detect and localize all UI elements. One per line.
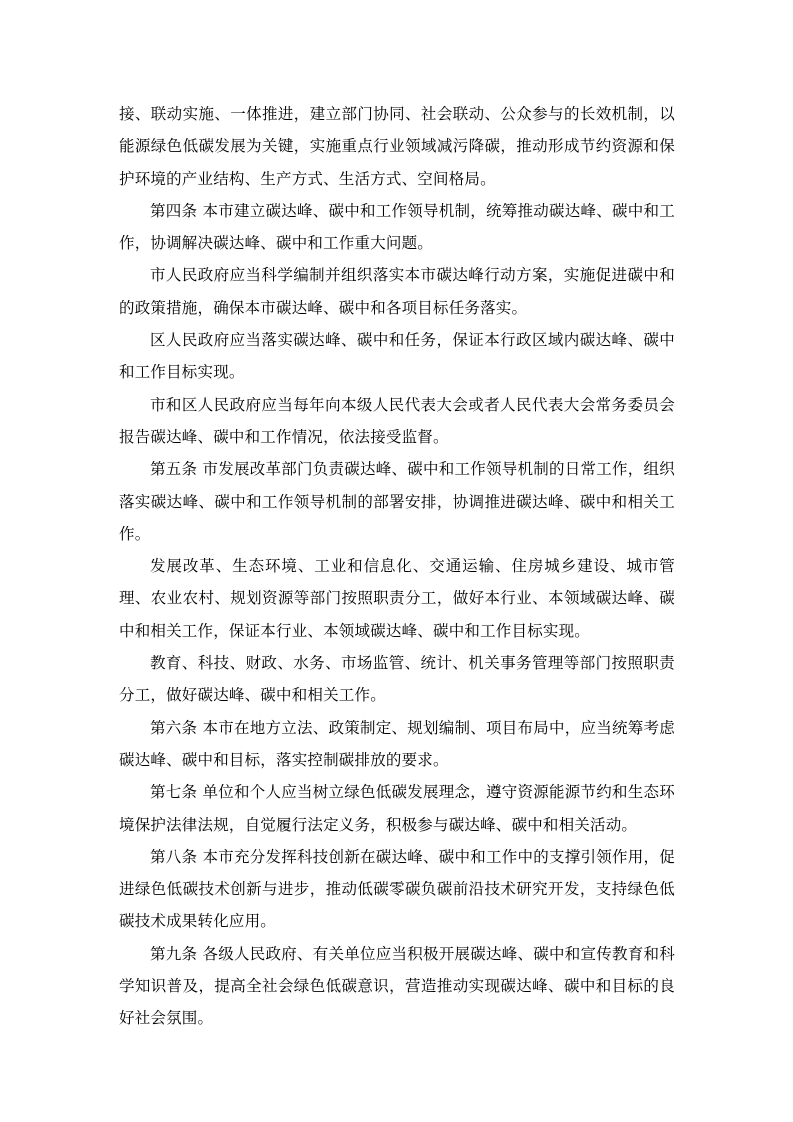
article-4-reporting-paragraph: 市和区人民政府应当每年向本级人民代表大会或者人民代表大会常务委员会报告碳达峰、碳中和工作情况，依法接受监督。 — [119, 395, 675, 446]
article-9-paragraph: 第九条 各级人民政府、有关单位应当积极开展碳达峰、碳中和宣传教育和科学知识普及，提高全社会绿色低碳意识，营造推动实现碳达峰、碳中和目标的良好社会氛围。 — [119, 944, 675, 1028]
article-6-paragraph: 第六条 本市在地方立法、政策制定、规划编制、项目布局中，应当统筹考虑碳达峰、碳中和目标，落实控制碳排放的要求。 — [119, 718, 675, 769]
article-7-paragraph: 第七条 单位和个人应当树立绿色低碳发展理念，遵守资源能源节约和生态环境保护法律法规，自觉履行法定义务，积极参与碳达峰、碳中和相关活动。 — [119, 783, 675, 834]
article-5-paragraph: 第五条 市发展改革部门负责碳达峰、碳中和工作领导机制的日常工作，组织落实碳达峰、碳中和工作领导机制的部署安排，协调推进碳达峰、碳中和相关工作。 — [119, 460, 675, 543]
article-4-district-government-paragraph: 区人民政府应当落实碳达峰、碳中和任务，保证本行政区域内碳达峰、碳中和工作目标实现。 — [119, 331, 675, 382]
article-8-paragraph: 第八条 本市充分发挥科技创新在碳达峰、碳中和工作中的支撑引领作用，促进绿色低碳技术创新与进步，推动低碳零碳负碳前沿技术研究开发，支持绿色低碳技术成果转化应用。 — [119, 847, 675, 931]
article-5-other-departments-paragraph: 教育、科技、财政、水务、市场监管、统计、机关事务管理等部门按照职责分工，做好碳达峰、碳中和相关工作。 — [119, 654, 675, 705]
article-4-paragraph: 第四条 本市建立碳达峰、碳中和工作领导机制，统筹推动碳达峰、碳中和工作，协调解决碳达峰、碳中和工作重大问题。 — [119, 201, 675, 253]
paragraph-continuation: 接、联动实施、一体推进，建立部门协同、社会联动、公众参与的长效机制，以能源绿色低碳发展为关键，实施重点行业领域减污降碳，推动形成节约资源和保护环境的产业结构、生产方式、生活方式、空间格局。 — [119, 105, 675, 188]
document-body — [119, 98, 675, 1035]
article-4-municipal-government-paragraph: 市人民政府应当科学编制并组织落实本市碳达峰行动方案，实施促进碳中和的政策措施，确保本市碳达峰、碳中和各项目标任务落实。 — [119, 266, 675, 317]
article-5-departments-paragraph: 发展改革、生态环境、工业和信息化、交通运输、住房城乡建设、城市管理、农业农村、规划资源等部门按照职责分工，做好本行业、本领域碳达峰、碳中和相关工作，保证本行业、本领域碳达峰、碳中和工作目标实现。 — [119, 557, 675, 640]
